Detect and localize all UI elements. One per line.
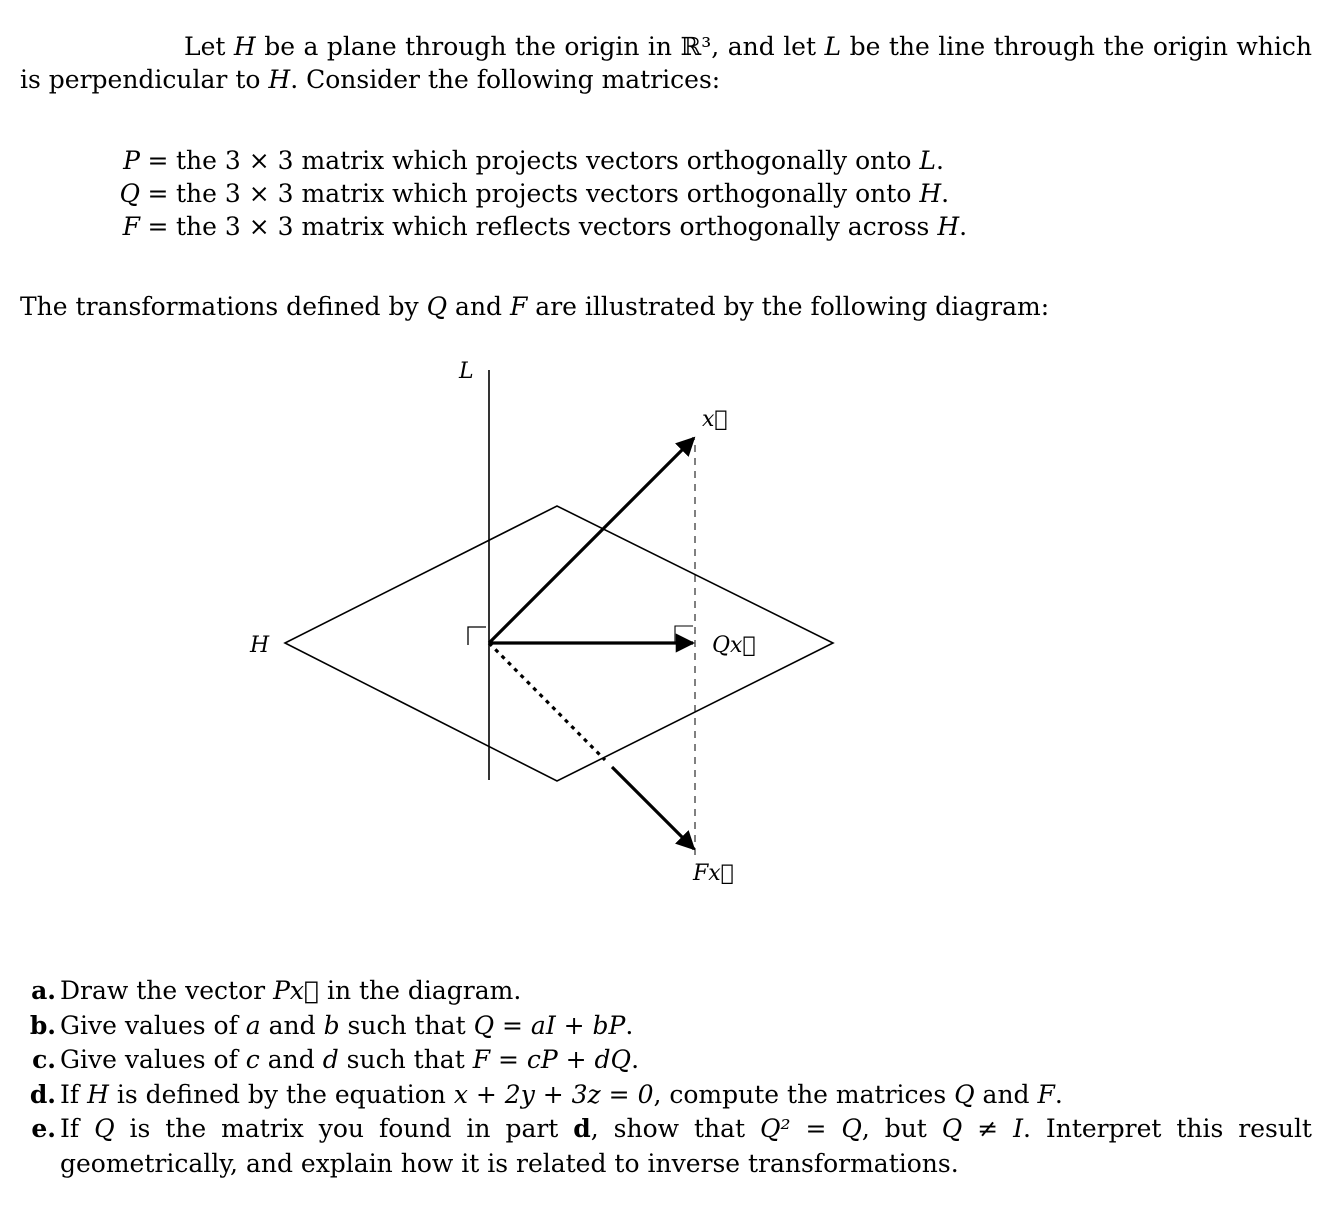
question-list: [16, 974, 1312, 1181]
question-text-run: such that: [339, 1010, 474, 1040]
vector-Fx-arrow: [612, 767, 694, 849]
def-text: the 3 × 3 matrix which reflects vectors orthogonally across: [176, 212, 930, 241]
vector-Fx-hidden-segment: [489, 643, 605, 760]
question-label: b.: [29, 1010, 56, 1040]
math-expression: Q ≠ I: [941, 1114, 1023, 1143]
question-text-run: . Interpret this result geometrically, and explain how it is related to inverse transformations.: [60, 1114, 1312, 1178]
intro-text: be the line through the origin which is perpendicular to: [20, 32, 1313, 94]
def-end: .: [935, 146, 944, 175]
question-label: e.: [31, 1114, 56, 1143]
question-item: [16, 974, 1312, 1009]
label-x: x⃗: [702, 407, 728, 432]
def-text: the 3 × 3 matrix which projects vectors orthogonally onto: [176, 179, 912, 208]
math-expression: F = cP + dQ: [472, 1045, 632, 1074]
question-text-run: .: [1054, 1079, 1063, 1109]
intro-text: be a plane through the origin in: [255, 32, 681, 61]
question-text-run: is the matrix you found in part: [114, 1114, 574, 1143]
question-text-run: and: [259, 1045, 323, 1074]
definition-F: [112, 210, 967, 243]
math-expression: Q: [94, 1114, 115, 1143]
question-item: [16, 1112, 1312, 1181]
math-expression: Q² = Q: [760, 1114, 862, 1143]
math-expression: a: [245, 1010, 261, 1040]
symbol-R3: ℝ³: [680, 32, 712, 61]
symbol-Q: Q: [426, 292, 448, 321]
intro-text: . Consider the following matrices:: [290, 65, 721, 94]
definition-P: [112, 144, 967, 177]
math-expression: Q = aI + bP: [473, 1010, 626, 1040]
question-item: [16, 1078, 1312, 1113]
right-angle-Qx: [675, 626, 693, 643]
caption-text: and: [447, 292, 510, 321]
label-Qx: Qx⃗: [712, 633, 756, 658]
math-expression: b: [323, 1010, 340, 1040]
def-target: L: [919, 146, 936, 175]
question-text-run: .: [625, 1010, 634, 1040]
def-text: the 3 × 3 matrix which projects vectors orthogonally onto: [176, 146, 912, 175]
question-text: [60, 1043, 1312, 1078]
question-text-run: Give values of: [60, 1010, 246, 1040]
symbol-L: L: [824, 32, 842, 61]
label-H: H: [250, 633, 270, 658]
question-text: [60, 1009, 1312, 1044]
def-symbol: F: [122, 212, 140, 241]
question-text-run: is defined by the equation: [108, 1079, 454, 1109]
right-angle-origin: [468, 627, 486, 645]
matrix-definitions: [112, 144, 967, 243]
def-equals: =: [147, 212, 169, 241]
question-item: [16, 1009, 1312, 1044]
def-symbol: P: [123, 146, 140, 175]
question-label: a.: [31, 976, 56, 1005]
question-text: [60, 1112, 1312, 1181]
def-end: .: [959, 212, 968, 241]
question-text-run: in the diagram.: [319, 976, 522, 1005]
question-text-run: Draw the vector: [60, 976, 274, 1005]
question-text-run: and: [260, 1010, 324, 1040]
math-expression: c: [245, 1045, 260, 1074]
bold-reference: d: [573, 1114, 591, 1143]
diagram-caption: [20, 290, 1049, 323]
question-item: [16, 1043, 1312, 1078]
definition-Q: [112, 177, 967, 210]
label-Fx: Fx⃗: [693, 861, 734, 886]
question-label: d.: [29, 1079, 56, 1109]
question-text: [60, 1078, 1312, 1113]
math-expression: d: [322, 1045, 339, 1074]
question-text: [60, 974, 1312, 1009]
intro-text: Let: [184, 32, 234, 61]
question-text-run: .: [631, 1045, 640, 1074]
vector-x-arrow: [489, 438, 694, 643]
def-end: .: [941, 179, 950, 208]
question-text-run: Give values of: [60, 1045, 246, 1074]
question-text-run: such that: [338, 1045, 473, 1074]
question-text-run: , compute the matrices: [653, 1079, 955, 1109]
def-target: H: [937, 212, 960, 241]
question-text-run: , show that: [590, 1114, 760, 1143]
question-text-run: , but: [861, 1114, 942, 1143]
diagram-svg: [240, 350, 880, 890]
def-symbol: Q: [119, 179, 140, 208]
question-text-run: If: [60, 1079, 88, 1109]
question-text-run: If: [60, 1114, 95, 1143]
symbol-H: H: [268, 65, 291, 94]
caption-text: are illustrated by the following diagram:: [527, 292, 1050, 321]
caption-text: The transformations defined by: [20, 292, 427, 321]
symbol-H: H: [233, 32, 256, 61]
math-expression: x + 2y + 3z = 0: [453, 1079, 654, 1109]
math-expression: F: [1037, 1079, 1055, 1109]
math-expression: Px⃗: [273, 976, 319, 1005]
def-equals: =: [147, 146, 169, 175]
math-expression: Q: [954, 1079, 975, 1109]
math-expression: H: [87, 1079, 109, 1109]
intro-text: , and let: [711, 32, 825, 61]
symbol-F: F: [510, 292, 528, 321]
label-L: L: [459, 359, 474, 384]
def-equals: =: [147, 179, 169, 208]
question-label: c.: [32, 1045, 56, 1074]
question-text-run: and: [974, 1079, 1038, 1109]
intro-paragraph: [20, 30, 1312, 96]
projection-diagram: [240, 350, 880, 890]
def-target: H: [919, 179, 942, 208]
